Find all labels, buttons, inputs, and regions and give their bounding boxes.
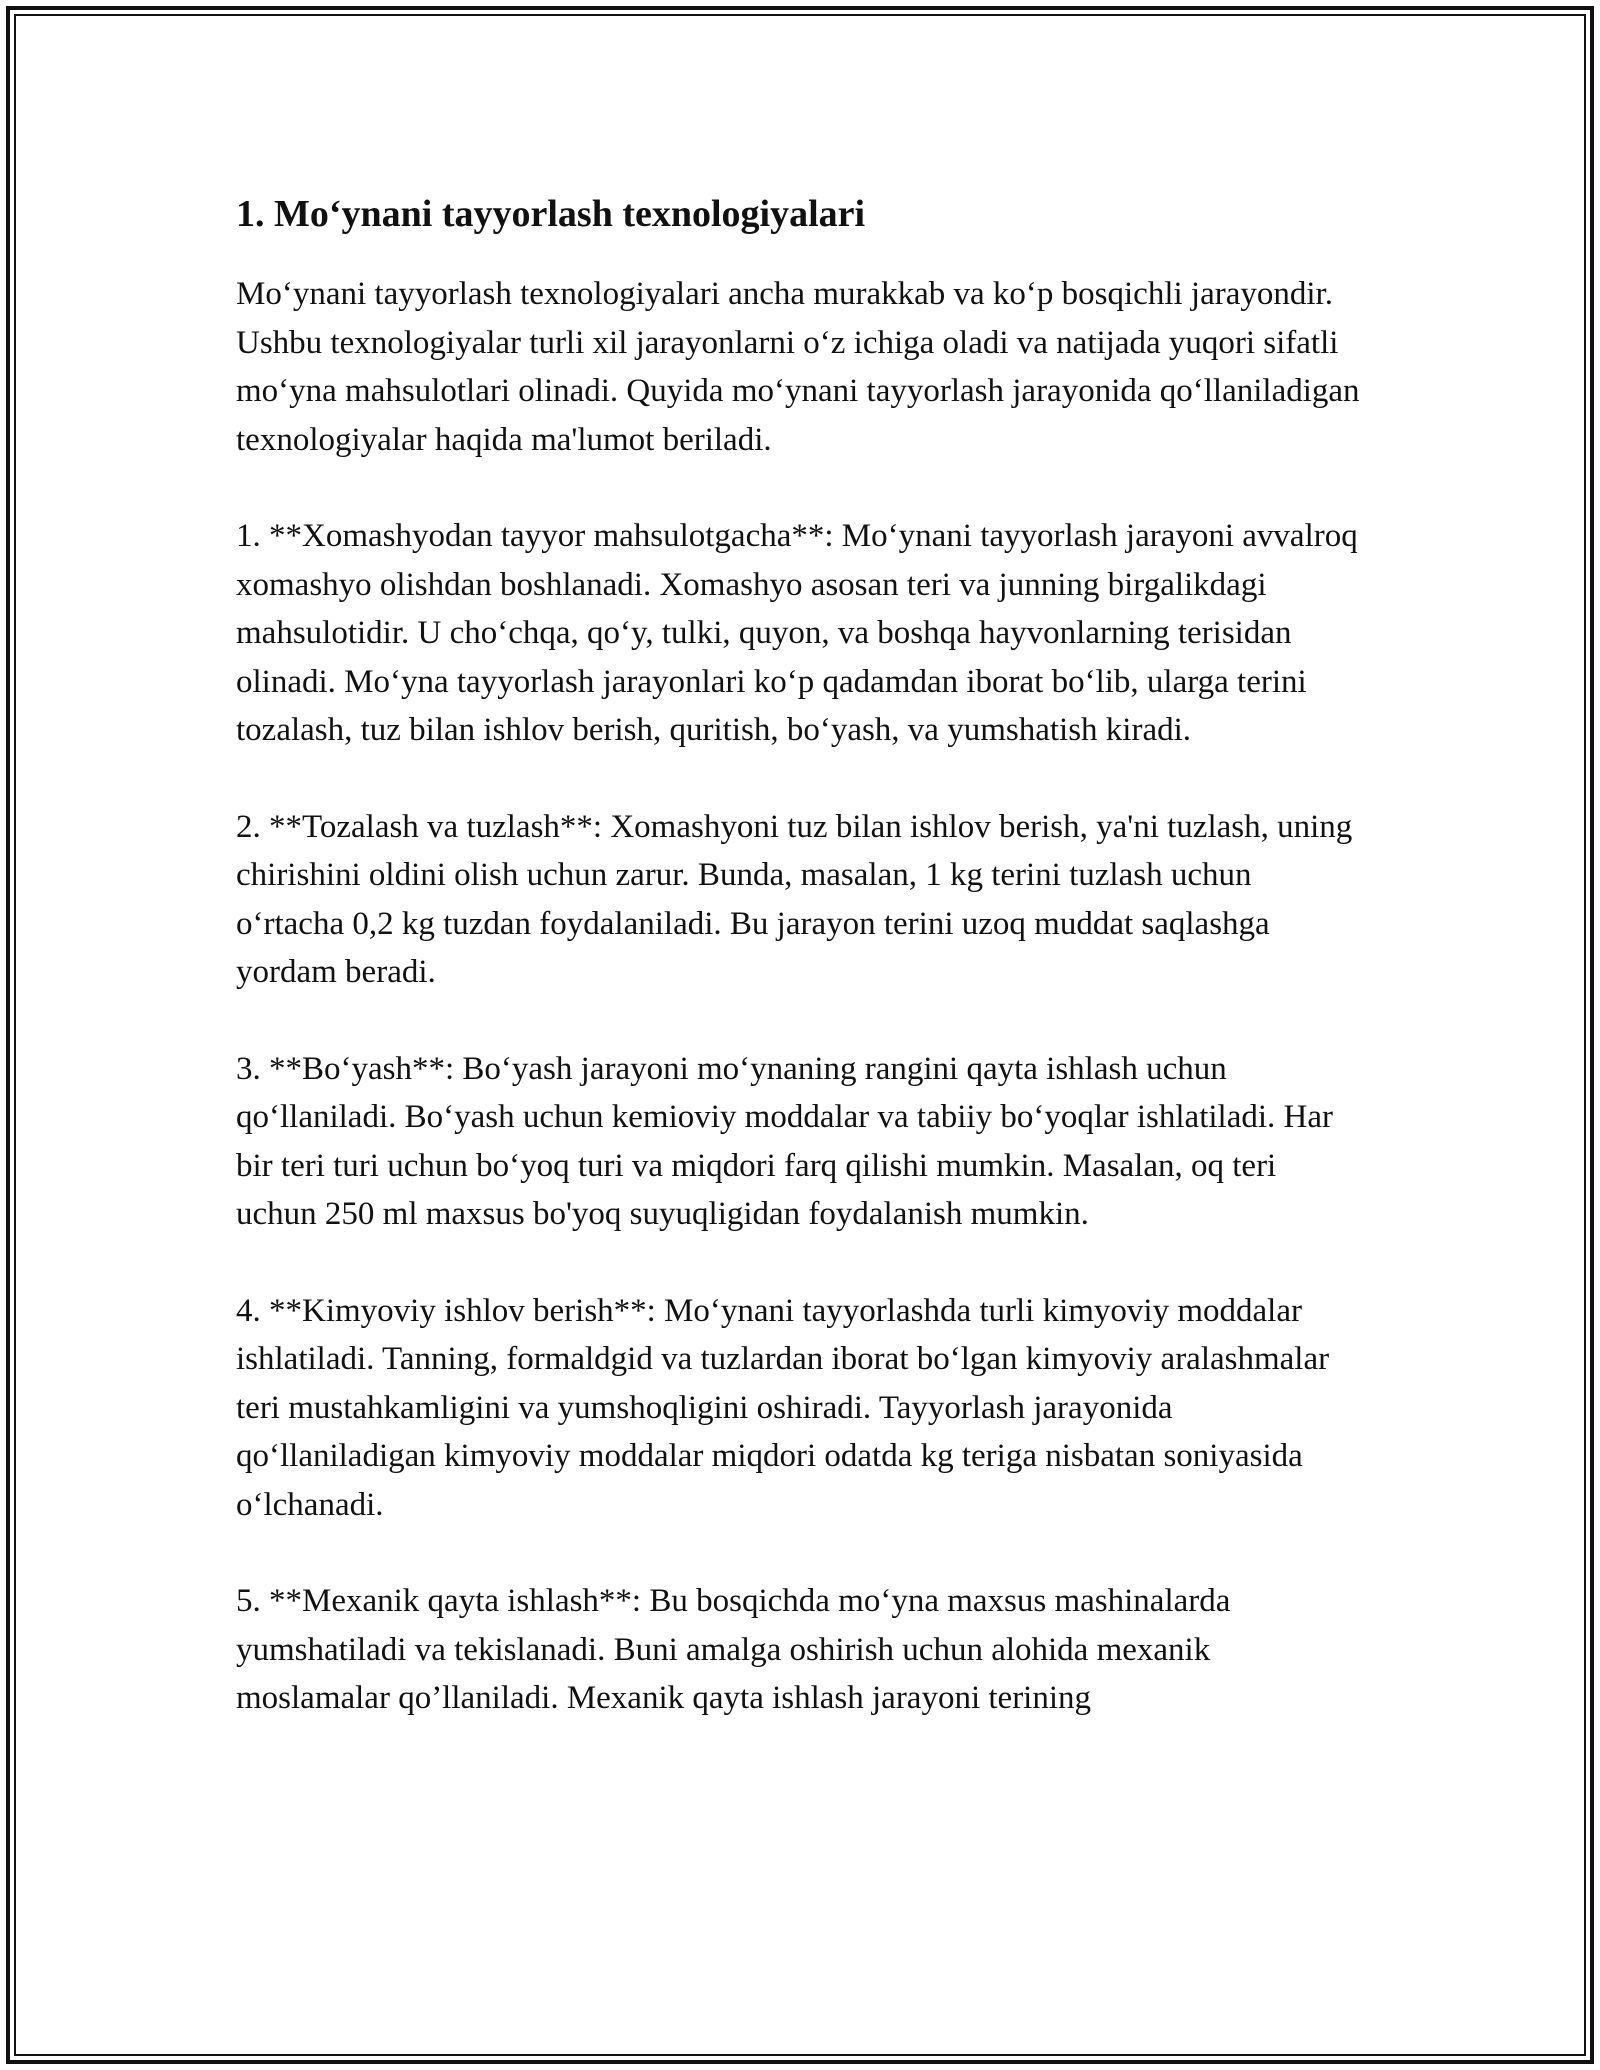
- intro-paragraph: Mo‘ynani tayyorlash texnologiyalari ancha murakkab va ko‘p bosqichli jarayondir. Ushbu texnologiyalar turli xil jarayonlarni o‘z ichiga oladi va natijada yuqori sifatli mo‘yna mahsulotlari olinadi. Quyida mo‘ynani tayyorlash jarayonida qo‘llaniladigan texnologiyalar haqida ma'lumot beriladi.: [236, 276, 1360, 458]
- paragraph-cleaning-salting: 2. **Tozalash va tuzlash**: Xomashyoni tuz bilan ishlov berish, ya'ni tuzlash, uning chirishini oldini olish uchun zarur. Bunda, masalan, 1 kg terini tuzlash uchun o‘rtacha 0,2 kg tuzdan foydalaniladi. Bu jarayon terini uzoq muddat saqlashga yordam beradi.: [236, 808, 1353, 990]
- section-heading: 1. Mo‘ynani tayyorlash texnologiyalari: [236, 193, 866, 235]
- paragraph-dyeing: 3. **Bo‘yash**: Bo‘yash jarayoni mo‘ynaning rangini qayta ishlash uchun qo‘llaniladi. Bo‘yash uchun kemioviy moddalar va tabiiy bo‘yoqlar ishlatiladi. Har bir teri turi uchun bo‘yoq turi va miqdori farq qilishi mumkin. Masalan, oq teri uchun 250 ml maxsus bo'yoq suyuqligidan foydalanish mumkin.: [236, 1050, 1333, 1232]
- paragraph-raw-material: 1. **Xomashyodan tayyor mahsulotgacha**: Mo‘ynani tayyorlash jarayoni avvalroq xomashyo olishdan boshlanadi. Xomashyo asosan teri va junning birgalikdagi mahsulotidir. U cho‘chqa, qo‘y, tulki, quyon, va boshqa hayvonlarning terisidan olinadi. Mo‘yna tayyorlash jarayonlari ko‘p qadamdan iborat bo‘lib, ularga terini tozalash, tuz bilan ishlov berish, quritish, bo‘yash, va yumshatish kiradi.: [236, 518, 1358, 748]
- document-body: [236, 186, 1364, 1723]
- paragraph-chemical-treatment: 4. **Kimyoviy ishlov berish**: Mo‘ynani tayyorlashda turli kimyoviy moddalar ishlatiladi. Tanning, formaldgid va tuzlardan iborat bo‘lgan kimyoviy aralashmalar teri mustahkamligini va yumshoqligini oshiradi. Tayyorlash jarayonida qo‘llaniladigan kimyoviy moddalar miqdori odatda kg teriga nisbatan soniyasida o‘lchanadi.: [236, 1292, 1330, 1523]
- paragraph-mechanical-processing: 5. **Mexanik qayta ishlash**: Bu bosqichda mo‘yna maxsus mashinalarda yumshatiladi va tekislanadi. Buni amalga oshirish uchun alohida mexanik moslamalar qo’llaniladi. Mexanik qayta ishlash jarayoni terining: [236, 1583, 1231, 1716]
